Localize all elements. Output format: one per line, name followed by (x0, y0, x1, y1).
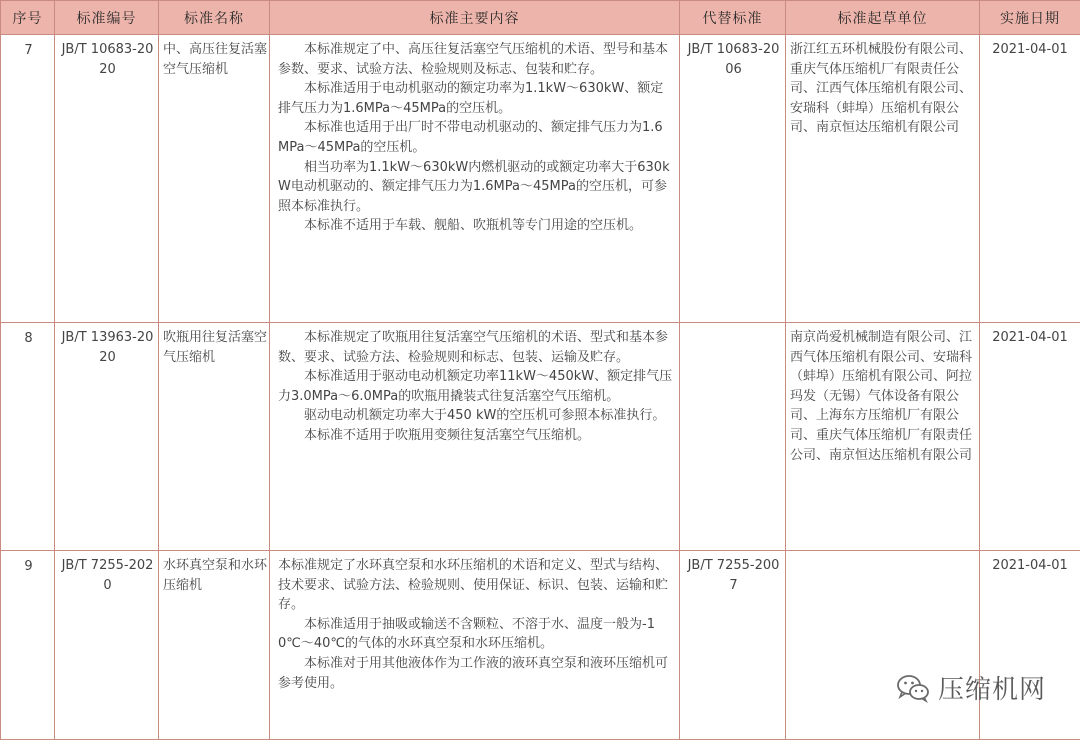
header-replaced: 代替标准 (680, 1, 786, 35)
cell-seq: 7 (1, 35, 55, 323)
header-name: 标准名称 (159, 1, 270, 35)
cell-seq: 8 (1, 323, 55, 551)
content-paragraph: 本标准规定了吹瓶用往复活塞空气压缩机的术语、型式和基本参数、要求、试验方法、检验规则和标志、包装、运输及贮存。 (278, 328, 673, 367)
cell-content (270, 323, 680, 551)
header-seq: 序号 (1, 1, 55, 35)
cell-replaced: JB/T 7255-2007 (680, 551, 786, 740)
watermark (896, 669, 1046, 706)
table-row (1, 551, 1080, 740)
cell-code: JB/T 10683-2020 (55, 35, 159, 323)
table-row (1, 35, 1080, 323)
cell-date: 2021-04-01 (980, 323, 1080, 551)
cell-content (270, 551, 680, 740)
cell-date: 2021-04-01 (980, 551, 1080, 740)
cell-name: 吹瓶用往复活塞空气压缩机 (159, 323, 270, 551)
cell-code: JB/T 13963-2020 (55, 323, 159, 551)
content-paragraph: 本标准适用于抽吸或输送不含颗粒、不溶于水、温度一般为-10℃～40℃的气体的水环真空泵和水环压缩机。 (278, 615, 673, 654)
cell-seq: 9 (1, 551, 55, 740)
cell-drafter: 南京尚爱机械制造有限公司、江西气体压缩机有限公司、安瑞科（蚌埠）压缩机有限公司、阿拉玛发（无锡）气体设备有限公司、上海东方压缩机厂有限公司、重庆气体压缩机厂有限责任公司、南京恒达压缩机有限公司 (786, 323, 980, 551)
cell-drafter: 浙江红五环机械股份有限公司、重庆气体压缩机厂有限责任公司、江西气体压缩机有限公司、安瑞科（蚌埠）压缩机有限公司、南京恒达压缩机有限公司 (786, 35, 980, 323)
content-paragraph: 本标准规定了水环真空泵和水环压缩机的术语和定义、型式与结构、技术要求、试验方法、检验规则、使用保证、标识、包装、运输和贮存。 (278, 556, 673, 615)
wechat-icon (896, 673, 930, 703)
cell-drafter (786, 551, 980, 740)
header-code: 标准编号 (55, 1, 159, 35)
cell-name: 中、高压往复活塞空气压缩机 (159, 35, 270, 323)
cell-replaced (680, 323, 786, 551)
header-drafter: 标准起草单位 (786, 1, 980, 35)
content-paragraph: 驱动电动机额定功率大于450 kW的空压机可参照本标准执行。 (278, 406, 673, 426)
content-paragraph: 本标准对于用其他液体作为工作液的液环真空泵和液环压缩机可参考使用。 (278, 654, 673, 693)
header-row (1, 1, 1080, 35)
cell-replaced: JB/T 10683-2006 (680, 35, 786, 323)
watermark-text: 压缩机网 (938, 669, 1046, 706)
content-paragraph: 本标准不适用于车载、舰船、吹瓶机等专门用途的空压机。 (278, 216, 673, 236)
table-row (1, 323, 1080, 551)
content-paragraph: 本标准也适用于出厂时不带电动机驱动的、额定排气压力为1.6MPa～45MPa的空压机。 (278, 118, 673, 157)
cell-name: 水环真空泵和水环压缩机 (159, 551, 270, 740)
header-content: 标准主要内容 (270, 1, 680, 35)
content-paragraph: 相当功率为1.1kW～630kW内燃机驱动的或额定功率大于630kW电动机驱动的、额定排气压力为1.6MPa～45MPa的空压机，可参照本标准执行。 (278, 158, 673, 217)
header-date: 实施日期 (980, 1, 1080, 35)
content-paragraph: 本标准适用于电动机驱动的额定功率为1.1kW～630kW、额定排气压力为1.6MPa～45MPa的空压机。 (278, 79, 673, 118)
cell-date: 2021-04-01 (980, 35, 1080, 323)
content-paragraph: 本标准规定了中、高压往复活塞空气压缩机的术语、型号和基本参数、要求、试验方法、检验规则及标志、包装和贮存。 (278, 40, 673, 79)
content-paragraph: 本标准适用于驱动电动机额定功率11kW～450kW、额定排气压力3.0MPa～6.0MPa的吹瓶用撬装式往复活塞空气压缩机。 (278, 367, 673, 406)
content-paragraph: 本标准不适用于吹瓶用变频往复活塞空气压缩机。 (278, 426, 673, 446)
cell-content (270, 35, 680, 323)
cell-code: JB/T 7255-2020 (55, 551, 159, 740)
